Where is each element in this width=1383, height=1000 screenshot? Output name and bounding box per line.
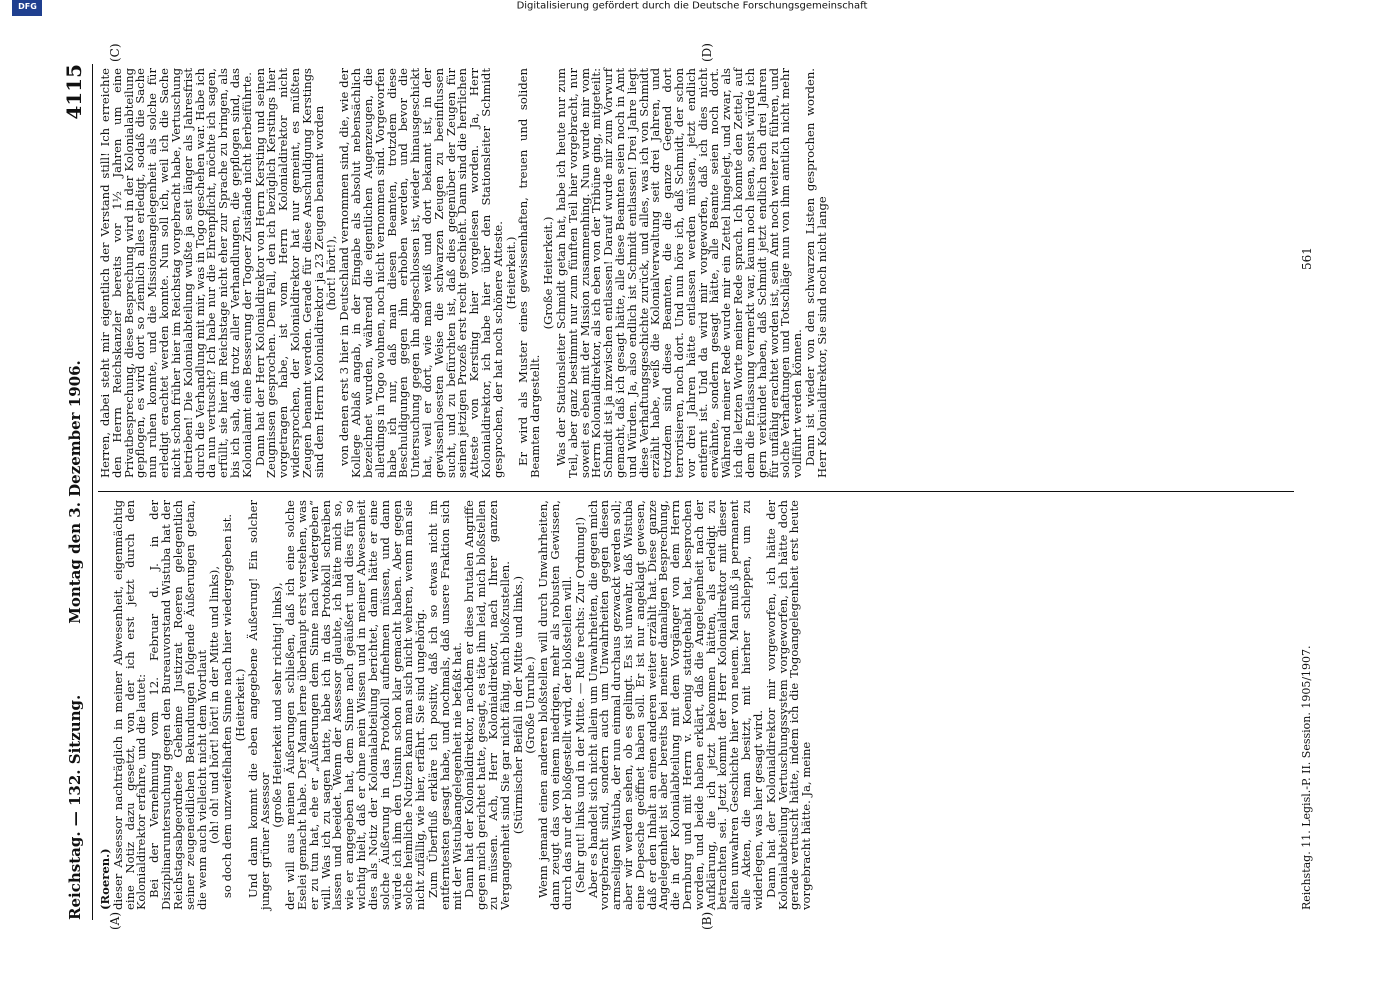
paragraph: (hört! hört!), <box>324 235 339 311</box>
margin-marker-c: (C) <box>108 43 122 62</box>
paragraph: (Heiterkeit.) <box>503 236 518 310</box>
paragraph: (Roeren.) <box>98 848 112 910</box>
left-column <box>100 500 814 910</box>
paragraph: Herren, dabei steht mir eigentlich der Verstand still! Ich erreichte den Herrn Reichskanzler bereits vor 1½ Jahren um eine Privatbesprechung, diese Besprechung wird in der Kolonialabteilung gepflogen, es wird dort so ziemlich alles erledigt, sodaß die Sache nun ruhen konnte, und die Missionsangelegenheit als solche für erledigt erachtet werden konnte. Nun soll ich, weil ich die Sache nicht schon früher hier im Reichstag vorgebracht habe, Vertuschung betrieben! Die Kolonialabteilung wußte ja seit länger als Jahresfrist durch die Verhandlung mit mir, was in Togo geschehen war. Habe ich da nun vertuscht? Ich habe nur die Ehrenpflicht, möchte ich sagen, erfüllt, sie hier im Reichstage nicht eher zur Sprache zu bringen, als bis ich sah, daß trotz aller Verhandlungen, die gepflogen sind, das Kolonialamt eine Besserung der Togoer Zustände nicht herbeiführte. <box>98 68 254 478</box>
paragraph: Dann hat der Herr Kolonialdirektor von Herrn Kersting und seinen Zeugnissen gesprochen. Dem Fall, den ich bezüglich Kerstings hier vorgetragen habe, ist vom Herrn Kolonialdirektor nicht widersprochen, der Kolonialdirektor hat nur gemeint, es müßten Zeugen benannt werden. Gerade für diese Anschuldigung Kerstings sind dem Herrn Kolonialdirektor ja 23 Zeugen benannt worden <box>252 68 326 478</box>
column-divider <box>98 491 1294 492</box>
paragraph: dieser Assessor nachträglich in meiner Abwesenheit, eigenmächtig eine Notiz dazu gesetzt, von der ich erst jetzt durch den Kolonialdirektor erfahre, und die lautet: <box>110 500 149 910</box>
paragraph: so doch dem unzweifelhaften Sinne nach hier wiedergegeben ist. <box>220 513 235 898</box>
paragraph: Er wird als Muster eines gewissenhaften, treuen und soliden Beamten dargestellt. <box>516 68 543 478</box>
paragraph: Bei der Vernehmung vom 12. Februar d. J. in der Disziplinaruntersuchung gegen den Bureauvorstand Wistuba hat der Reichstagsabgeordnete Geheime Justizrat Roeren gelegentlich seiner zeugeneidlichen Bekundungen folgende Äußerungen getan, die wenn auch vielleicht nicht dem Wortlaut <box>147 500 209 910</box>
paragraph: (Sehr gut! links und in der Mitte. — Rufe rechts: Zur Ordnung!) <box>572 516 587 894</box>
paragraph: der will aus meinen Äußerungen schließen, daß ich eine solche Eselei gemacht habe. Der Mann lerne überhaupt erst verstehen, was er zu tun hat, ehe er „Äußerungen dem Sinne nach wiedergeben“ will. Was ich zu sagen hatte, habe ich in das Protokoll schreiben lassen und beeidet. Wenn der Assessor glaubte, ich hätte mich so, wie er angegeben hat, dem Sinne nach geäußert und dies für so wichtig hielt, daß er ohne mein Wissen und in meiner Abwesenheit dies als Notiz der Kolonialabteilung berichtet, dann hätte er eine solche Äußerung in das Protokoll aufnehmen müssen, und dann würde ich ihm den Unsinn schon klar gemacht haben. Aber gegen solche heimliche Notizen kann man sich nicht wehren, wenn man sie nicht zufällig, wie hier, erfährt. Sie sind ungehörig. <box>283 500 428 910</box>
digitization-note <box>0 0 1383 15</box>
margin-marker-a: (A) <box>108 911 122 930</box>
paragraph: (Große Unruhe.) <box>523 656 538 754</box>
paragraph: Dann hat der Kolonialdirektor mir vorgeworfen, ich hätte der Kolonialabteilung Vertuschungssystem vorgeworfen, ich hätte doch gerade vertuscht hätte, indem ich die Togoangelegenheit erst heute vorgebracht hätte. Ja, meine <box>763 500 814 910</box>
header-date: Montag den 3. Dezember 1906. <box>66 360 84 624</box>
paragraph: Dann hat der Kolonialdirektor, nachdem er diese brutalen Angriffe gegen mich gerichtet hatte, gesagt, es täte ihm leid, mich bloßstellen zu müssen. Ach, Herr Kolonialdirektor, nach Ihrer ganzen Vergangenheit sind Sie gar nicht fähig, mich bloßzustellen. <box>462 500 512 910</box>
paragraph: (Stürmischer Beifall in der Mitte und links.) <box>510 575 525 835</box>
paragraph: Dann ist wieder von den schwarzen Listen gesprochen worden. Herr Kolonialdirektor, Sie sind noch nicht lange <box>802 68 829 478</box>
header-rule <box>92 64 93 920</box>
paragraph: Aber es handelt sich nicht allein um Unwahrheiten, die gegen mich vorgebracht sind, sondern auch um Unwahrheiten gegen diesen armseligen Wistuba, der nun einmal durchaus gezwackt werden soll; aber wir werden sehen, ob es gelingt. Es ist unwahr, daß Wistuba eine Depesche geöffnet haben soll. Er ist nur angeklagt gewesen, daß er den Inhalt an einen anderen weiter erzählt hat. Diese ganze Angelegenheit ist aber bereits bei meiner damaligen Besprechung, die in der Kolonialabteilung mit dem Vorgänger von dem Herrn Dernburg und mit Herrn v. Koenig stattgehabt hat, besprochen worden, und beide haben erklärt, daß die Angelegenheit nach der Aufklärung, die ich jetzt bekommen hätten, als erledigt zu betrachten sei. Jetzt kommt der Herr Kolonialdirektor mit dieser alten unwahren Geschichte hier von neuem. Man muß ja permanent alle Akten, die man besitzt, mit hierher schleppen, um zu widerlegen, was hier gesagt wird. <box>585 500 765 910</box>
right-column <box>100 68 830 478</box>
paragraph: (oh! oh! und hört! hört! in der Mitte und links), <box>207 565 222 845</box>
paragraph: Zum Überfluß erkläre ich positiv, daß ich so etwas nicht im entferntesten gesagt habe, und nochmals, daß unsere Fraktion sich mit der Wistubaangelegenheit nie befaßt hat. <box>425 500 464 910</box>
header-session: Reichstag. — 132. Sitzung. <box>66 694 84 920</box>
header-page-number: 4115 <box>62 64 86 120</box>
page-header <box>62 64 92 920</box>
margin-marker-b: (B) <box>700 911 714 930</box>
paragraph: Was der Stationsleiter Schmidt getan hat, habe ich heute nur zum Teil, aber ganz bestimmt nur zum fünften Teil hier vorgebracht, nur soweit es eben mit der Mission zusammenhing. Nun wurde mir vom Herrn Kolonialdirektor, als ich eben von der Tribüne ging, mitgeteilt: Schmidt ist ja inzwischen entlassen! Darauf wurde mir zum Vorwurf gemacht, daß ich gesagt hätte, alle diese Beamten seien noch in Amt und Würden. Ja, also endlich ist Schmidt entlassen! Drei Jahre liegt diese Verhaftungsgeschichte zurück, und alles, was ich von Schmidt erzählt habe, weiß die Kolonialverwaltung seit drei Jahren, und trotzdem sind diese Beamten, die die ganze Gegend dort terrorisieren, noch dort. Und nun höre ich, daß Schmidt, der schon vor drei Jahren hätte entlassen werden müssen, jetzt endlich entfernt ist. Und da wird mir vorgeworfen, daß ich dies nicht erwähnte, sondern gesagt hätte, alle Beamte seien noch dort. Während meiner Rede wurde mir ein Zettel hingelegt, und zwar, als ich die letzten Worte meiner Rede sprach. Ich konnte den Zettel, auf dem die Entlassung vermerkt war, kaum noch lesen, sonst würde ich gern verkündet haben, daß Schmidt jetzt endlich nach drei Jahren für unfähig erachtet worden ist, sein Amt noch weiter zu führen, und solche Verhaftungen und Totschläge nun von ihm amtlich nicht mehr vollführt werden können. <box>553 68 805 478</box>
paragraph: (Heiterkeit.) <box>232 668 247 742</box>
paragraph: Und dann kommt die eben angegebene Äußerung! Ein solcher junger grüner Assessor <box>245 500 272 910</box>
footer-page-number: 561 <box>1300 247 1314 270</box>
paragraph: (Große Heiterkeit.) <box>541 216 556 330</box>
paragraph: von denen erst 3 hier in Deutschland vernommen sind, die, wie der Kollege Ablaß angab, in der Eingabe als absolut nebensächlich bezeichnet wurden, während die eigentlichen Augenzeugen, die allerdings in Togo wohnen, noch nicht vernommen sind. Vorgeworfen habe ich nur, daß man diesen Beamten, trotzdem diese Beschuldigungen gegen ihn erhoben werden, und bevor die Untersuchung gegen ihn abgeschlossen ist, wieder hinausgeschickt hat, weil er dort, wie man weiß und dort bekannt ist, in der gewissenlosesten Weise die schwarzen Zeugen zu beeinflussen sucht, und zu befürchten ist, daß dies gegenüber der Zeugen für seinen jetzigen Prozeß erst recht geschieht. Dann sind die herrlichen Atteste von Kersting hier vorgelesen worden. Ja, Herr Kolonialdirektor, ich habe hier über den Stationsleiter Schmidt gesprochen, der hat noch schönere Atteste. <box>337 68 505 478</box>
margin-marker-d: (D) <box>700 43 714 62</box>
dfg-logo-text: DFG <box>17 2 37 12</box>
digitization-note-text: Digitalisierung gefördert durch die Deutsche Forschungsgemeinschaft <box>516 0 867 12</box>
paragraph: Wenn jemand einen anderen bloßstellen will durch Unwahrheiten, dann zeugt das von einem niedrigen, mehr als robusten Gewissen, durch das nur der bloßgestellt wird, der bloßstellen will. <box>536 500 574 910</box>
footer-session-info: Reichstag. 11. Legisl.-P. II. Session. 1905/1907. <box>1300 645 1313 910</box>
paragraph: (große Heiterkeit und sehr richtig! links), <box>270 582 285 828</box>
